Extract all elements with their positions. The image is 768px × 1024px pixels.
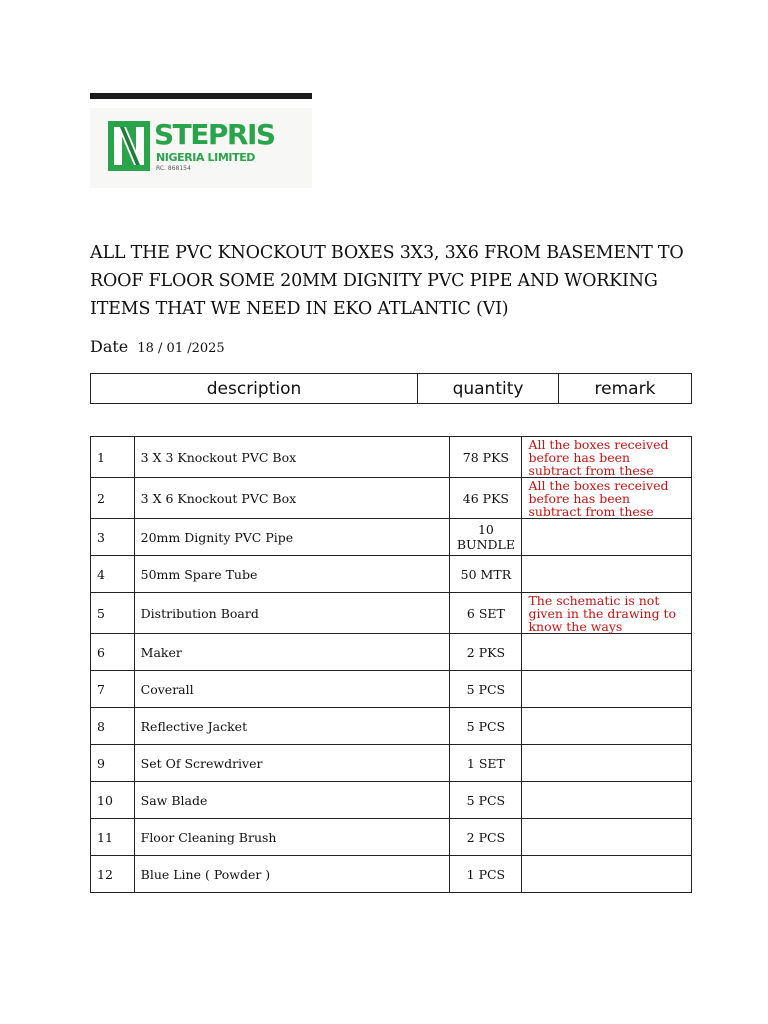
row-description: 50mm Spare Tube: [134, 556, 450, 593]
date-value: 18 / 01 /2025: [137, 341, 225, 356]
row-description: Floor Cleaning Brush: [134, 819, 450, 856]
row-number: 6: [91, 634, 135, 671]
row-description: Blue Line ( Powder ): [134, 856, 450, 893]
row-remark: [522, 745, 692, 782]
row-description: Reflective Jacket: [134, 708, 450, 745]
row-remark: [522, 671, 692, 708]
row-quantity: 1 SET: [450, 745, 522, 782]
row-number: 9: [91, 745, 135, 782]
company-rc-number: RC. 868154: [156, 165, 191, 172]
company-subtitle: NIGERIA LIMITED: [156, 151, 256, 164]
row-number: 5: [91, 593, 135, 634]
row-remark: [522, 819, 692, 856]
row-number: 1: [91, 437, 135, 478]
table-row: [91, 593, 692, 634]
row-quantity: 2 PKS: [450, 634, 522, 671]
column-header-row: [91, 374, 692, 404]
row-description: 20mm Dignity PVC Pipe: [134, 519, 450, 556]
company-name: STEPRIS: [154, 118, 275, 151]
table-row: [91, 437, 692, 478]
table-row: [91, 819, 692, 856]
row-number: 7: [91, 671, 135, 708]
table-row: [91, 478, 692, 519]
document-heading: ALL THE PVC KNOCKOUT BOXES 3X3, 3X6 FROM BASEMENT TO ROOF FLOOR SOME 20MM DIGNITY PVC PIPE AND WORKING ITEMS THAT WE NEED IN EKO ATLANTIC (VI): [90, 243, 684, 319]
row-remark: [522, 634, 692, 671]
table-row: [91, 856, 692, 893]
row-remark: [522, 708, 692, 745]
row-description: Saw Blade: [134, 782, 450, 819]
row-number: 8: [91, 708, 135, 745]
row-remark: The schematic is not given in the drawing to know the ways: [522, 593, 692, 634]
date-line: [90, 337, 225, 356]
row-quantity: 10 BUNDLE: [450, 519, 522, 556]
table-row: [91, 782, 692, 819]
header-description: description: [91, 374, 418, 404]
row-remark: [522, 782, 692, 819]
row-description: Distribution Board: [134, 593, 450, 634]
row-quantity: 1 PCS: [450, 856, 522, 893]
row-quantity: 46 PKS: [450, 478, 522, 519]
row-remark: All the boxes received before has been subtract from these: [522, 478, 692, 519]
row-quantity: 5 PCS: [450, 671, 522, 708]
row-remark: [522, 556, 692, 593]
table-row: [91, 708, 692, 745]
row-number: 4: [91, 556, 135, 593]
row-number: 10: [91, 782, 135, 819]
row-number: 2: [91, 478, 135, 519]
row-remark: All the boxes received before has been subtract from these: [522, 437, 692, 478]
row-quantity: 5 PCS: [450, 708, 522, 745]
row-quantity: 2 PCS: [450, 819, 522, 856]
header-remark: remark: [559, 374, 692, 404]
stepris-logo-mark-icon: [108, 121, 150, 171]
row-quantity: 78 PKS: [450, 437, 522, 478]
row-description: Maker: [134, 634, 450, 671]
row-quantity: 6 SET: [450, 593, 522, 634]
items-table: [90, 436, 692, 893]
row-remark: [522, 519, 692, 556]
row-description: 3 X 6 Knockout PVC Box: [134, 478, 450, 519]
column-header-table: [90, 373, 692, 404]
table-row: [91, 519, 692, 556]
table-row: [91, 556, 692, 593]
row-quantity: 50 MTR: [450, 556, 522, 593]
row-description: Set Of Screwdriver: [134, 745, 450, 782]
row-description: Coverall: [134, 671, 450, 708]
company-logo: [90, 108, 312, 188]
row-quantity: 5 PCS: [450, 782, 522, 819]
row-remark: [522, 856, 692, 893]
row-number: 3: [91, 519, 135, 556]
table-row: [91, 745, 692, 782]
row-number: 12: [91, 856, 135, 893]
row-description: 3 X 3 Knockout PVC Box: [134, 437, 450, 478]
header-rule: [90, 93, 312, 99]
header-quantity: quantity: [418, 374, 559, 404]
table-row: [91, 671, 692, 708]
date-label: Date: [90, 337, 129, 356]
items-table-body: [91, 437, 692, 893]
row-number: 11: [91, 819, 135, 856]
table-row: [91, 634, 692, 671]
